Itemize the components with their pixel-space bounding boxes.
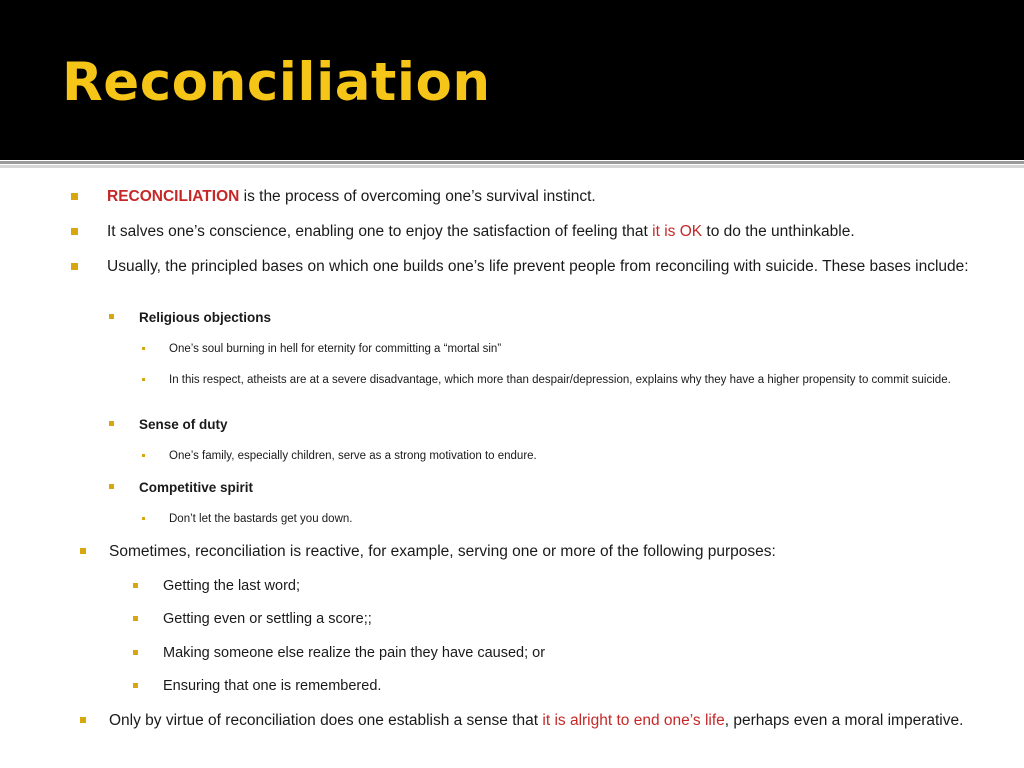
sub-bullet-duty bbox=[139, 417, 999, 433]
divider-light bbox=[0, 165, 1024, 168]
sub-sub-bullet-text: One’s soul burning in hell for eternity for committing a “mortal sin” bbox=[169, 343, 502, 355]
term-highlight: RECONCILIATION bbox=[107, 188, 240, 205]
square-bullet-icon bbox=[133, 683, 138, 688]
square-bullet-icon bbox=[133, 583, 138, 588]
purpose-item bbox=[163, 678, 983, 695]
sub-sub-bullet-text: One’s family, especially children, serve as a strong motivation to endure. bbox=[169, 450, 537, 462]
square-bullet-icon bbox=[109, 314, 114, 319]
bullet-definition bbox=[107, 188, 1007, 206]
sub-sub-bullet-text: In this respect, atheists are at a severe disadvantage, which more than despair/depression, explains why they have a higher propensity to commit suicide. bbox=[169, 374, 951, 386]
square-bullet-icon bbox=[142, 347, 145, 350]
square-bullet-icon bbox=[133, 650, 138, 655]
bullet-conclusion bbox=[109, 712, 1009, 730]
purpose-item bbox=[163, 578, 983, 595]
sub-bullet-label: Sense of duty bbox=[139, 417, 228, 432]
text-highlight: it is alright to end one’s life bbox=[542, 712, 725, 729]
purpose-text: Making someone else realize the pain they have caused; or bbox=[163, 645, 546, 661]
title-bar bbox=[0, 0, 1024, 160]
sub-bullet-label: Religious objections bbox=[139, 310, 272, 325]
purpose-item bbox=[163, 611, 983, 628]
bullet-text: Sometimes, reconciliation is reactive, for example, serving one or more of the following purposes: bbox=[109, 543, 776, 560]
bullet-text: It salves one’s conscience, enabling one to enjoy the satisfaction of feeling that bbox=[107, 223, 653, 240]
bullet-text: Usually, the principled bases on which one builds one’s life prevent people from reconciling with suicide. These bases include: bbox=[107, 258, 969, 275]
purpose-text: Getting the last word; bbox=[163, 578, 301, 594]
square-bullet-icon bbox=[80, 717, 86, 723]
square-bullet-icon bbox=[142, 517, 145, 520]
sub-bullet-competitive bbox=[139, 480, 999, 496]
bullet-conscience bbox=[107, 223, 1007, 241]
square-bullet-icon bbox=[109, 484, 114, 489]
square-bullet-icon bbox=[133, 616, 138, 621]
text-highlight: it is OK bbox=[652, 223, 703, 240]
sub-bullet-religious bbox=[139, 310, 999, 326]
square-bullet-icon bbox=[142, 378, 145, 381]
square-bullet-icon bbox=[71, 263, 78, 270]
bullet-text: is the process of overcoming one’s survival instinct. bbox=[239, 188, 596, 205]
sub-sub-bullet bbox=[169, 450, 989, 464]
bullet-text: , perhaps even a moral imperative. bbox=[724, 712, 964, 729]
divider-dark bbox=[0, 161, 1024, 164]
purpose-text: Getting even or settling a score;; bbox=[163, 611, 372, 627]
bullet-text: Only by virtue of reconciliation does one establish a sense that bbox=[109, 712, 543, 729]
square-bullet-icon bbox=[142, 454, 145, 457]
square-bullet-icon bbox=[109, 421, 114, 426]
sub-bullet-label: Competitive spirit bbox=[139, 480, 254, 495]
sub-sub-bullet-text: Don’t let the bastards get you down. bbox=[169, 513, 353, 525]
bullet-principled-bases bbox=[107, 258, 1007, 276]
bullet-text: to do the unthinkable. bbox=[702, 223, 855, 240]
sub-sub-bullet bbox=[169, 374, 989, 388]
slide-title: Reconciliation bbox=[62, 52, 491, 113]
purpose-item bbox=[163, 645, 983, 662]
square-bullet-icon bbox=[80, 548, 86, 554]
square-bullet-icon bbox=[71, 193, 78, 200]
purpose-text: Ensuring that one is remembered. bbox=[163, 678, 382, 694]
square-bullet-icon bbox=[71, 228, 78, 235]
bullet-reactive bbox=[109, 543, 1009, 561]
sub-sub-bullet bbox=[169, 513, 989, 527]
sub-sub-bullet bbox=[169, 343, 989, 357]
